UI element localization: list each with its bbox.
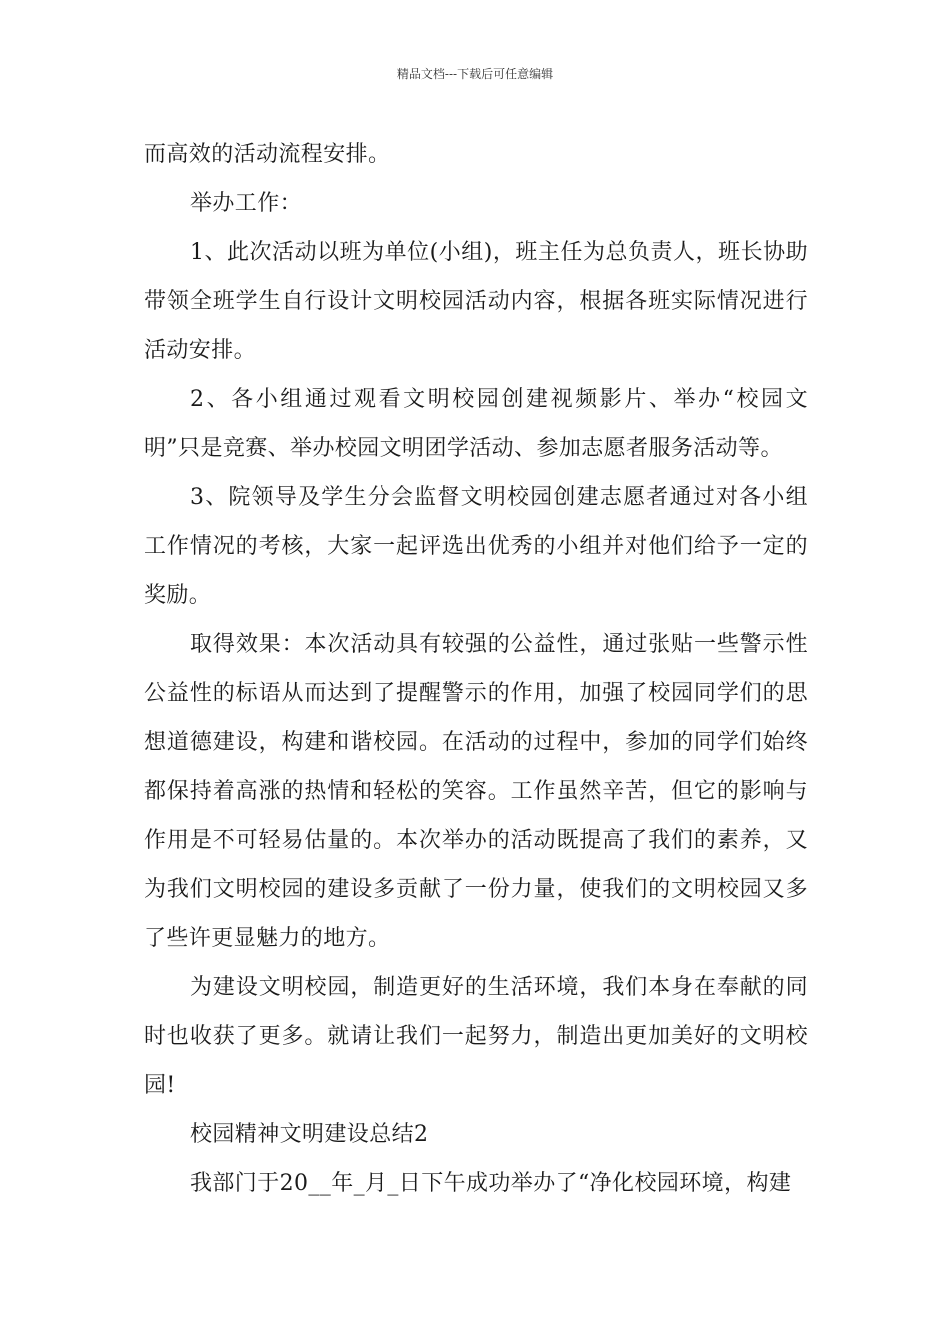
paragraph-item-1: 1、此次活动以班为单位(小组)，班主任为总负责人，班长协助带领全班学生自行设计文明校园活动内容，根据各班实际情况进行活动安排。 (144, 240, 808, 363)
page-header: 精品文档---下载后可任意编辑 (396, 67, 554, 81)
section-title: 校园精神文明建设总结2 (190, 1122, 429, 1147)
paragraph-section-2-intro: 我部门于20__年_月_日下午成功举办了“净化校园环境，构建 (190, 1171, 792, 1196)
paragraph-work-heading: 举办工作： (190, 191, 303, 216)
paragraph-continuation: 而高效的活动流程安排。 (144, 142, 391, 167)
paragraph-item-3: 3、院领导及学生分会监督文明校园创建志愿者通过对各小组工作情况的考核，大家一起评选出优秀的小组并对他们给予一定的奖励。 (144, 485, 808, 608)
paragraph-item-2: 2、各小组通过观看文明校园创建视频影片、举办“校园文明”只是竞赛、举办校园文明团学活动、参加志愿者服务活动等。 (144, 387, 808, 461)
paragraph-results: 取得效果：本次活动具有较强的公益性，通过张贴一些警示性公益性的标语从而达到了提醒警示的作用，加强了校园同学们的思想道德建设，构建和谐校园。在活动的过程中，参加的同学们始终都保持着高涨的热情和轻松的笑容。工作虽然辛苦，但它的影响与作用是不可轻易估量的。本次举办的活动既提高了我们的素养，又为我们文明校园的建设多贡献了一份力量，使我们的文明校园又多了些许更显魅力的地方。 (144, 632, 808, 951)
paragraph-conclusion: 为建设文明校园，制造更好的生活环境，我们本身在奉献的同时也收获了更多。就请让我们一起努力，制造出更加美好的文明校园! (144, 975, 808, 1098)
document-body (144, 130, 808, 1208)
